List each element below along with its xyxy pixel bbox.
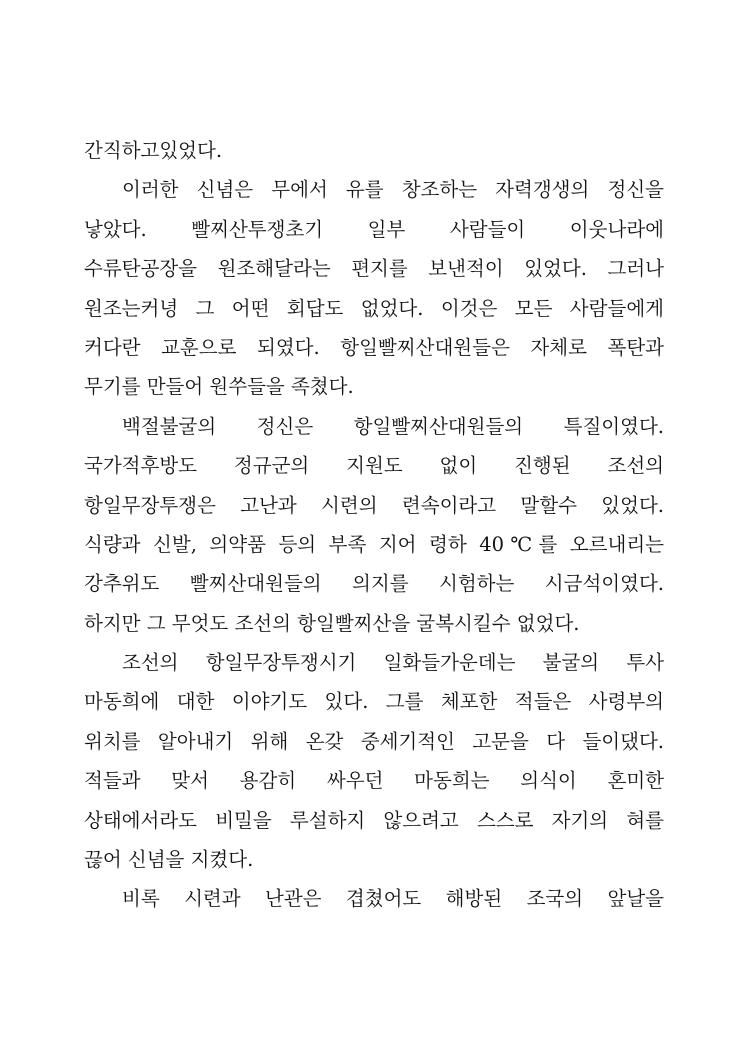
text-line: 항일무장투쟁은 고난과 시련의 련속이라고 말할수 있었다. [84, 493, 664, 517]
text-line: 위치를 알아내기 위해 온갖 중세기적인 고문을 다 들이댔다. [84, 729, 664, 753]
text-line: 식량과 신발, 의약품 등의 부족 지어 령하 40℃를 오르내리는 [84, 532, 664, 556]
text-line: 커다란 교훈으로 되였다. 항일빨찌산대원들은 자체로 폭탄과 [84, 335, 664, 359]
text-line: 무기를 만들어 원쑤들을 족쳤다. [84, 375, 354, 399]
text-line: 강추위도 빨찌산대원들의 의지를 시험하는 시금석이였다. [84, 572, 664, 596]
text-line: 적들과 맞서 용감히 싸우던 마동희는 의식이 혼미한 [84, 769, 664, 793]
text-line: 끊어 신념을 지켰다. [84, 848, 254, 872]
text-line: 간직하고있었다. [84, 139, 223, 162]
text-line: 국가적후방도 정규군의 지원도 없이 진행된 조선의 [84, 454, 664, 478]
text-line: 이러한 신념은 무에서 유를 창조하는 자력갱생의 정신을 [122, 178, 664, 202]
text-line: 하지만 그 무엇도 조선의 항일빨찌산을 굴복시킬수 없었다. [84, 611, 580, 635]
body-text [84, 131, 664, 919]
text-line: 상태에서라도 비밀을 루설하지 않으려고 스스로 자기의 혀를 [84, 808, 664, 832]
text-line: 조선의 항일무장투쟁시기 일화들가운데는 불굴의 투사 [122, 651, 664, 675]
text-line: 낳았다. 빨찌산투쟁초기 일부 사람들이 이웃나라에 [84, 217, 664, 241]
text-line: 백절불굴의 정신은 항일빨찌산대원들의 특질이였다. [122, 414, 664, 438]
text-line: 원조는커녕 그 어떤 회답도 없었다. 이것은 모든 사람들에게 [84, 296, 664, 320]
text-line: 마동희에 대한 이야기도 있다. 그를 체포한 적들은 사령부의 [84, 690, 664, 714]
text-line: 비록 시련과 난관은 겹쳤어도 해방된 조국의 앞날을 [122, 887, 664, 911]
text-line: 수류탄공장을 원조해달라는 편지를 보낸적이 있었다. 그러나 [84, 257, 664, 281]
